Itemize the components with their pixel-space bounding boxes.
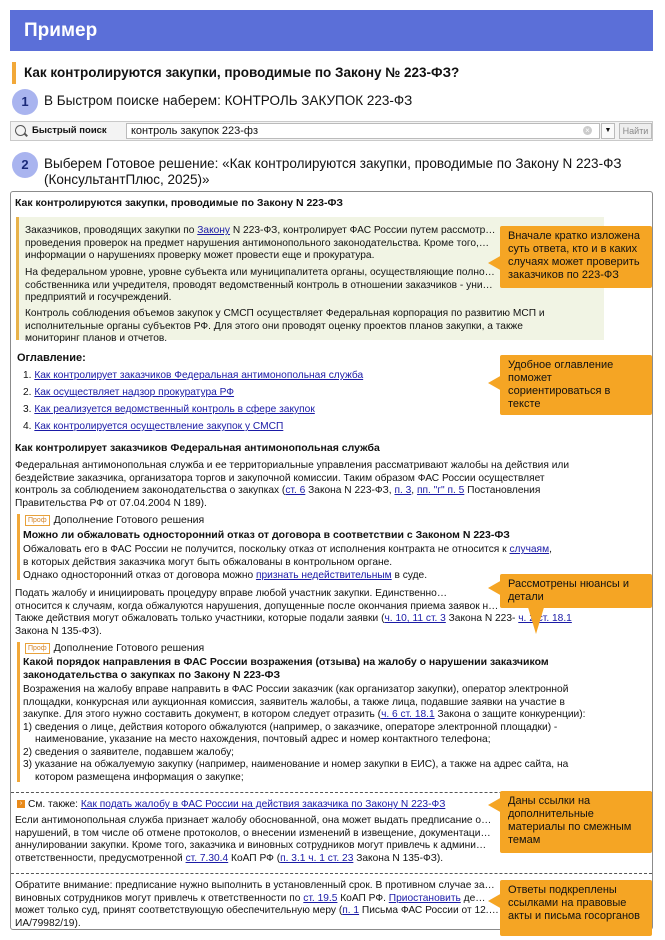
law-link[interactable]: ч. 6 ст. 18.1 [381,709,435,720]
toc-item: 2. Как осуществляет надзор прокуратура РФ [23,387,235,398]
question-title: Как контролируются закупки, проводимые по Закону № 223-ФЗ? [12,62,459,84]
law-link[interactable]: ч. 10, 11 ст. 3 [384,613,446,624]
see-also-bottom-divider [11,873,652,874]
law-link[interactable]: Приостановить [388,892,461,904]
law-link[interactable]: ч. 2 ст. 18.1 [518,613,572,624]
law-link[interactable]: случаям [509,544,550,555]
section-title-fas: Как контролирует заказчиков Федеральная антимонопольная служба [15,442,380,454]
step-2 [12,152,652,186]
arrow-right-icon: › [17,800,25,808]
addition-label: Проф Дополнение Готового решения [25,514,204,528]
example-header: Пример [10,10,653,51]
find-button[interactable]: Найти [619,123,652,139]
section-text-complaints: Подать жалобу и инициировать процедуру вправе любой участник закупки. Единственно… относится к случаям, когда обжалуются нарушения, допущенные после окончания приема заявок н… Также действия могут обжаловать только участники, которые подали заявки (ч. 10, 11 ст. 3 Закона N 223- ч. 2 ст. 18.1 Закона N 135-ФЗ). [15,588,572,637]
summary-paragraph-2: На федеральном уровне, уровне субъекта или муниципалитета органы, осуществляющие полно… собственника или учредителя, проводят ведомственный контроль в отношении заказчиков - уни… предприятий и госучреждений. [25,267,495,303]
section-text-order: Если антимонопольная служба признает жалобу обоснованной, она может выдать предписание о… нарушений, в том числе об отмене протоколов, о внесении изменений в извещение, документаци… аннулировании закупки. Кроме того, заказчика и виновных сотрудников могут привлечь к админи… ответственности, предусмотренной ст. 7.30.4 КоАП РФ (п. 3.1 ч. 1 ст. 23 Закона N 135-ФЗ). [15,815,492,864]
toc-link-prosecutor[interactable]: Как осуществляет надзор прокуратура РФ [34,387,235,398]
toc-link-smsp[interactable]: Как контролируется осуществление закупок у СМСП [34,421,284,432]
law-link[interactable]: пп. "г" п. 5 [416,485,465,496]
addition-text-2: Однако односторонний отказ от договора можно признать недействительным в суде. [23,570,428,581]
prof-badge: Проф [25,515,50,526]
toc-link-departmental[interactable]: Как реализуется ведомственный контроль в сфере закупок [34,404,315,415]
addition-marker [17,642,20,782]
addition-title-1: Можно ли обжаловать односторонний отказ от договора в соответствии с Законом N 223-ФЗ [23,529,510,541]
law-link[interactable]: п. 3 [394,485,412,496]
section-text-fas: Федеральная антимонопольная служба и ее территориальные управления рассматривают жалобы на действия или бездействие заказчика, организатора торгов и закупочной комиссии. Таким образом ФАС России осуществляет контроль за соблюдением законодательства о закупках (ст. 6 Закона N 223-ФЗ, п. 3, пп. "г" п. 5 Постановления Правительства РФ от 07.04.2004 N 189). [15,460,570,509]
step-1 [12,89,652,115]
callout-details: Рассмотрены нюансы и детали [500,574,652,608]
doc-title: Как контролируются закупки, проводимые по Закону N 223-ФЗ [15,197,344,209]
summary-paragraph-1: Заказчиков, проводящих закупки по Закону N 223-ФЗ, контролирует ФАС России путем рассмотр… проведения проверок на предмет нарушения антимонопольного законодательства. Кроме того,… информации о нарушениях проверку может провести еще и прокуратура. [25,225,496,261]
quick-search-label: Быстрый поиск [32,125,107,136]
chevron-down-icon[interactable]: ▼ [601,123,615,139]
step-text: Выберем Готовое решение: «Как контролируются закупки, проводимые по Закону N 223-ФЗ (КонсультантПлюс, 2025)» [44,156,622,187]
note-pointer [527,604,545,634]
step-number: 1 [12,89,38,115]
toc-item: 1. Как контролирует заказчиков Федеральная антимонопольная служба [23,370,364,381]
see-also: › См. также: Как подать жалобу в ФАС России на действия заказчика по Закону N 223-ФЗ [17,799,445,812]
addition-label: Проф Дополнение Готового решения [25,642,204,656]
law-link[interactable]: п. 3.1 ч. 1 ст. 23 [280,852,354,864]
toc-title: Оглавление: [17,352,86,364]
addition-title-2: Какой порядок направления в ФАС России возражения (отзыва) на жалобу о нарушении заказчиком законодательства о закупках по Закону N 223-ФЗ [23,656,549,681]
toc-item: 4. Как контролируется осуществление закупок у СМСП [23,421,284,432]
search-icon [15,125,26,136]
callout-see-also: Даны ссылки на дополнительные материалы по смежным темам [500,791,652,853]
step-number: 2 [12,152,38,178]
law-link[interactable]: ст. 7.30.4 [185,852,229,864]
callout-summary: Вначале кратко изложена суть ответа, кто и в каких случаях может проверить заказчиков по 223-ФЗ [500,226,652,288]
search-input[interactable]: контроль закупок 223-фз [126,123,600,139]
toc-item: 3. Как реализуется ведомственный контроль в сфере закупок [23,404,315,415]
addition-text-objection: Возражения на жалобу вправе направить в ФАС России заказчик (как организатор закупки), оператор электронной площадки, конкурсная или аукционная комиссия, заявитель жалобы, а также лица, подавшие заявки на участие в закупке. Для этого нужно составить документ, в котором следует отразить (ч. 6 ст. 18.1 Закона о защите конкуренции): 1) сведения о лице, действия которого обжалуются (например, о заказчике, операторе электронной площадки) - наименование, указание на место нахождения, почтовый адрес и номер контактного телефона; 2) сведения о заявителе, подавшем жалобу; 3) указание на обжалуемую закупку (например, наименование и номер закупки в ЕИС), а также на адрес сайта, на котором размещена информация о закупке; [23,684,586,783]
addition-text-1: Обжаловать его в ФАС России не получится, поскольку отказ от исполнения контракта не относится к случаям, в которых действия заказчика могут быть обжалованы в контрольном органе. [23,544,552,568]
law-link[interactable]: Закону [197,225,231,236]
law-link[interactable]: ст. 6 [285,485,306,496]
law-link[interactable]: ст. 19.5 [303,892,338,904]
summary-paragraph-3: Контроль соблюдения объемов закупок у СМСП осуществляет Федеральная корпорация по развитию МСП и исполнительные органы субъектов РФ. Для этого они проводят оценку проектов планов закупки, а также мониторинг планов и отчетов. [25,308,545,344]
section-text-note: Обратите внимание: предписание нужно выполнить в установленный срок. В противном случае за… виновных сотрудников могут привлечь к ответственности по ст. 19.5 КоАП РФ. Приостановить де… может только суд, принят соответствующую обеспечительную меру (п. 1 Письма ФАС России от 12.… ИА/79982/19). [15,880,499,929]
clear-icon[interactable]: × [583,126,592,135]
callout-toc: Удобное оглавление поможет сориентироваться в тексте [500,355,652,415]
step-text: В Быстром поиске наберем: КОНТРОЛЬ ЗАКУПОК 223-ФЗ [44,93,413,108]
quick-search-bar [10,121,653,141]
law-link[interactable]: признать недействительным [255,570,392,581]
toc-link-fas[interactable]: Как контролирует заказчиков Федеральная антимонопольная служба [34,370,364,381]
see-also-link[interactable]: Как подать жалобу в ФАС России на действия заказчика по Закону N 223-ФЗ [80,799,446,810]
law-link[interactable]: п. 1 [342,905,360,916]
addition-marker [17,514,20,580]
prof-badge: Проф [25,643,50,654]
callout-references: Ответы подкреплены ссылками на правовые акты и письма госорганов [500,880,652,936]
